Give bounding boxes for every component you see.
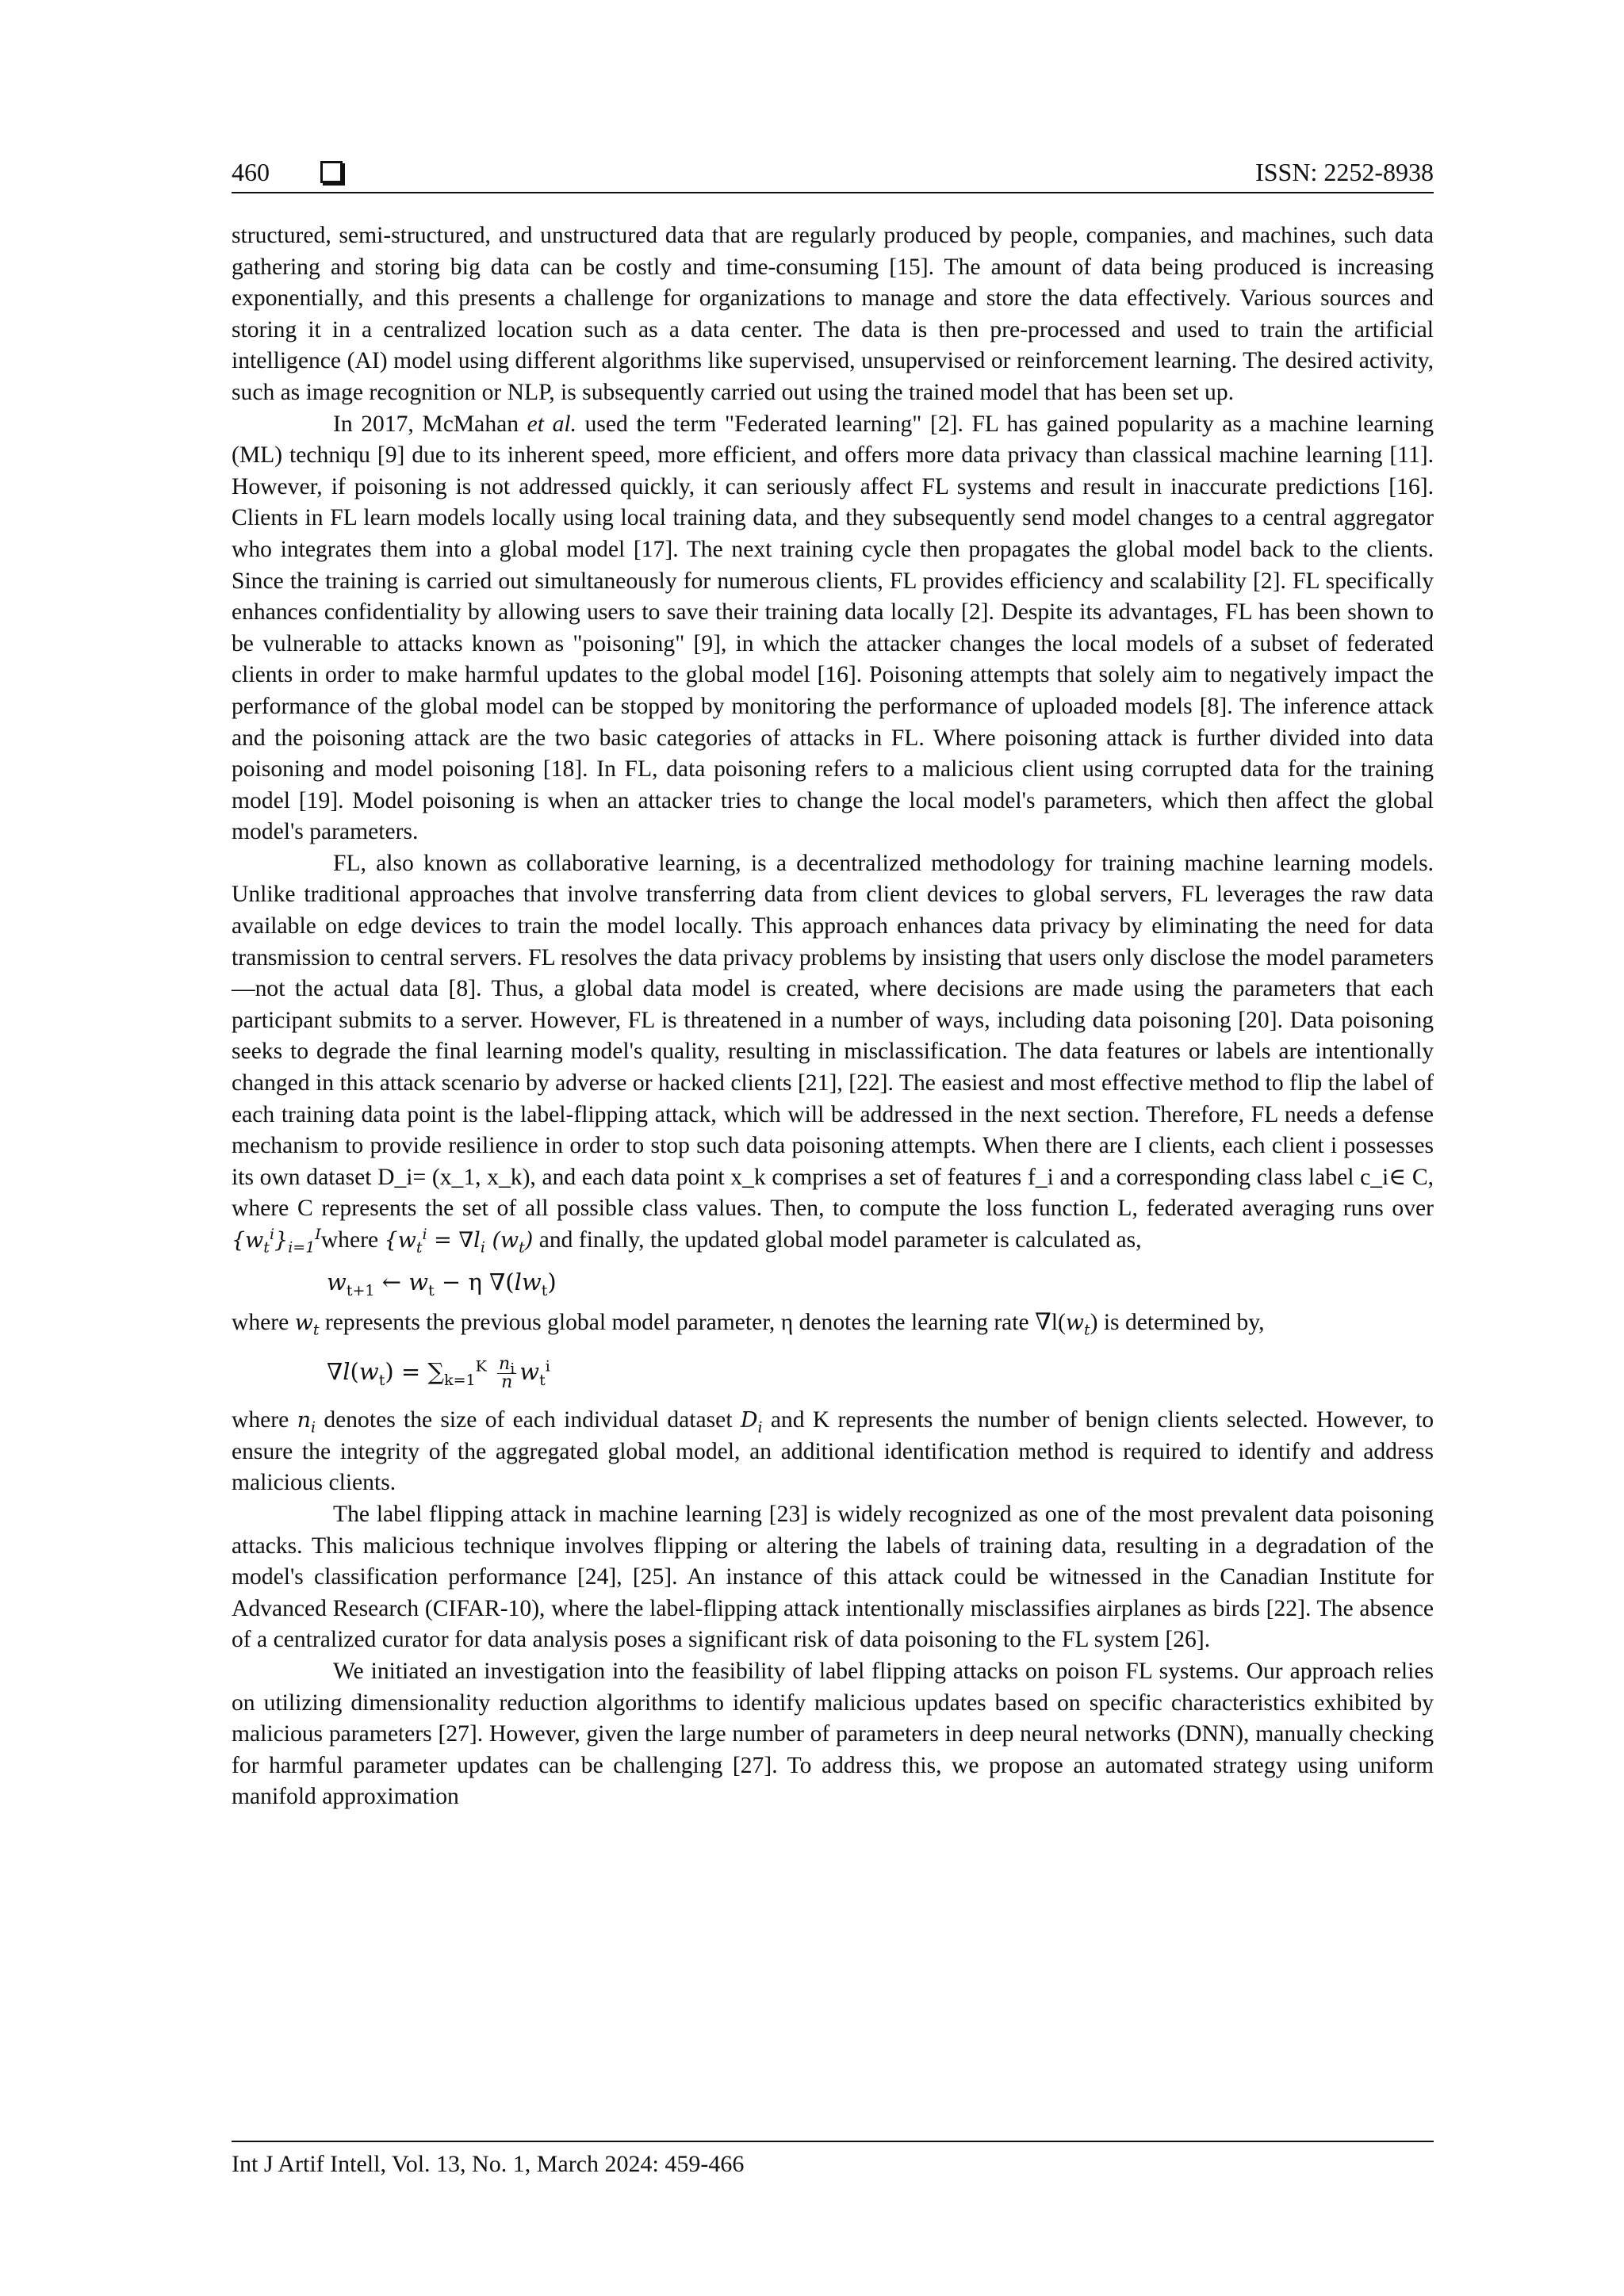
inline-math-wt-2: $w_t$ <box>1065 1310 1090 1338</box>
equation-update-rule: $w_{t+1}$ ← $w_t - \eta$ $\nabla(lw_t)$ <box>327 1268 557 1299</box>
paragraph-2-rest: used the term "Federated learning" [2]. FL has gained popularity as a machine learning (ML) techniqu [9] due to its inherent speed, more efficient, and offers more data privacy than classical machine learning [11]. However, if poisoning is not addressed quickly, it can seriously affect FL systems and result in inaccurate predictions [16]. Clients in FL learn models locally using local training data, and they subsequently send model changes to a central aggregator who integrates them into a global model [17]. The next training cycle then propagates the global model back to the clients. Since the training is carried out simultaneously for numerous clients, FL provides efficiency and scalability [2]. FL specifically enhances confidentiality by allowing users to save their training data locally [2]. Despite its advantages, FL has been shown to be vulnerable to attacks known as "poisoning" [9], in which the attacker changes the local models of a subset of federated clients in order to make harmful updates to the global model [16]. Poisoning attempts that solely aim to negatively impact the performance of the global model can be stopped by monitoring the performance of uploaded models [8]. The inference attack and the poisoning attack are the two basic categories of attacks in FL. Where poisoning attack is further divided into data poisoning and model poisoning [18]. In FL, data poisoning refers to a malicious client using corrupted data for the training model [19]. Model poisoning is when an attacker tries to change the local model's parameters, which then affect the global model's parameters. <box>232 411 1434 845</box>
equation-gradient-sum: $\nabla l(w_t) = \sum_{k=1}^K$ $\frac{n_i}{n}$ $w_t^i$ <box>327 1353 550 1392</box>
paragraph-5-a: where <box>232 1407 297 1433</box>
journal-citation: Int J Artif Intell, Vol. 13, No. 1, March 2024: 459-466 <box>232 2151 745 2177</box>
issn-label: ISSN: 2252-8938 <box>1255 158 1434 186</box>
paragraph-4 <box>232 1307 1434 1339</box>
paragraph-4-a: where <box>232 1309 295 1335</box>
paragraph-3-mid: where <box>320 1227 385 1253</box>
square-bullet-icon <box>320 161 343 183</box>
inline-math-weights-set: $\{w_t^i\}_{i=1}^I$ <box>232 1226 321 1257</box>
article-body <box>232 220 1434 1813</box>
page-footer <box>232 2141 1434 2180</box>
inline-math-ni: $n_i$ <box>297 1408 316 1437</box>
inline-math-wt: $w_t$ <box>294 1310 320 1338</box>
paragraph-3-end: and finally, the updated global model parameter is calculated as, <box>533 1227 1142 1253</box>
paragraph-2-etal: et al. <box>527 411 577 437</box>
paragraph-7: We initiated an investigation into the feasibility of label flipping attacks on poison FL systems. Our approach relies on utilizing dimensionality reduction algorithms to identify malicious updates based on specific characteristics exhibited by malicious parameters [27]. However, given the large number of parameters in deep neural networks (DNN), manually checking for harmful parameter updates can be challenging [27]. To address this, we propose an automated strategy using uniform manifold approximation <box>232 1658 1434 1810</box>
paragraph-3 <box>232 848 1434 1257</box>
page-number: 460 <box>232 158 270 186</box>
inline-math-gradient-def: {$w_t^i = \nabla l_i$ $(w_t)$ <box>384 1226 534 1257</box>
paragraph-4-c: ) is determined by, <box>1090 1309 1265 1335</box>
paragraph-5-c: and K represents the number of benign clients selected. However, to ensure the integrity of the aggregated global model, an additional identification method is required to identify and address malicious clients. <box>232 1407 1434 1496</box>
paragraph-6: The label flipping attack in machine learning [23] is widely recognized as one of the most prevalent data poisoning attacks. This malicious technique involves flipping or altering the labels of training data, resulting in a degradation of the model's classification performance [24], [25]. An instance of this attack could be witnessed in the Canadian Institute for Advanced Research (CIFAR-10), where the label-flipping attack intentionally misclassifies airplanes as birds [22]. The absence of a centralized curator for data analysis poses a significant risk of data poisoning to the FL system [26]. <box>232 1501 1434 1653</box>
inline-math-di: $D_i$ <box>740 1408 763 1437</box>
paragraph-1: structured, semi-structured, and unstructured data that are regularly produced by people, companies, and machines, such data gathering and storing big data can be costly and time-consuming [15]. The amount of data being produced is increasing exponentially, and this presents a challenge for organizations to manage and store the data effectively. Various sources and storing it in a centralized location such as a data center. The data is then pre-processed and used to train the artificial intelligence (AI) model using different algorithms like supervised, unsupervised or reinforcement learning. The desired activity, such as image recognition or NLP, is subsequently carried out using the trained model that has been set up. <box>232 223 1434 405</box>
paragraph-2 <box>232 409 1434 848</box>
paragraph-2-start: In 2017, McMahan <box>333 411 527 437</box>
paragraph-5 <box>232 1405 1434 1499</box>
paragraph-4-b: represents the previous global model parameter, η denotes the learning rate ∇l( <box>319 1309 1066 1335</box>
paragraph-3-main: FL, also known as collaborative learning, is a decentralized methodology for training machine learning models. Unlike traditional approaches that involve transferring data from client devices to global servers, FL leverages the raw data available on edge devices to train the model locally. This approach enhances data privacy by eliminating the need for data transmission to central servers. FL resolves the data privacy problems by insisting that users only disclose the model parameters—not the actual data [8]. Thus, a global data model is created, where decisions are made using the parameters that each participant submits to a server. However, FL is threatened in a number of ways, including data poisoning [20]. Data poisoning seeks to degrade the final learning model's quality, resulting in misclassification. The data features or labels are intentionally changed in this attack scenario by adverse or hacked clients [21], [22]. The easiest and most effective method to flip the label of each training data point is the label-flipping attack, which will be addressed in the next section. Therefore, FL needs a defense mechanism to provide resilience in order to stop such data poisoning attempts. When there are I clients, each client i possesses its own dataset D_i= (x_1, x_k), and each data point x_k comprises a set of features f_i and a corresponding class label c_i∈ C, where C represents the set of all possible class values. Then, to compute the loss function L, federated averaging runs over <box>232 850 1434 1222</box>
page-header <box>232 152 1434 193</box>
paragraph-5-b: denotes the size of each individual dataset <box>316 1407 741 1433</box>
